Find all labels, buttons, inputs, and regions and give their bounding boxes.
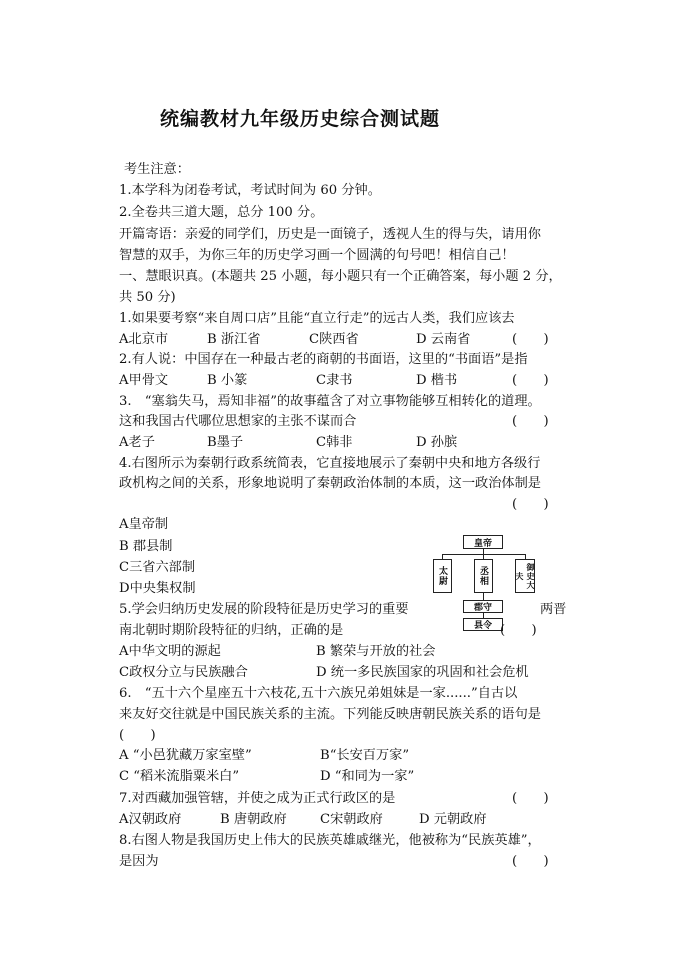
section-heading: 共 50 分) [119, 290, 176, 305]
question-stem: 政机构之间的关系，形象地说明了秦朝政治体制的本质，这一政治体制是 [119, 476, 541, 491]
taiwei-box: 太尉 [433, 559, 452, 593]
option-b: B“长安百万家” [320, 748, 410, 763]
question-stem: 南北朝时期阶段特征的归纳，正确的是 [119, 623, 344, 638]
option-d: D中央集权制 [119, 581, 196, 596]
option-d: D 楷书 [416, 373, 458, 388]
option-a: A老子 [119, 435, 155, 450]
answer-blank: ( ) [512, 497, 549, 512]
question-stem: 这和我国古代哪位思想家的主张不谋而合 [119, 414, 357, 429]
option-b: B墨子 [207, 435, 244, 450]
option-b: B 繁荣与开放的社会 [316, 644, 436, 659]
option-b: B 唐朝政府 [220, 812, 287, 827]
option-c: C政权分立与民族融合 [119, 665, 248, 680]
section-heading: 一、慧眼识真。(本题共 25 小题，每小题只有一个正确答案，每小题 2 分， [119, 269, 562, 284]
option-c: C “稻米流脂粟米白” [119, 769, 240, 784]
question-stem: 是因为 [119, 854, 159, 869]
chengxiang-box: 丞相 [474, 559, 493, 593]
opening-line: 智慧的双手，为你三年的历史学习画一个圆满的句号吧！相信自己！ [119, 248, 515, 263]
notice-line: 2.全卷共三道大题，总分 100 分。 [119, 205, 324, 220]
question-stem: 1.如果要考察“来自周口店”且能“直立行走”的远古人类，我们应该去 [119, 311, 515, 326]
option-b: B 浙江省 [207, 332, 261, 347]
option-d: D 元朝政府 [419, 812, 487, 827]
question-stem: 7.对西藏加强管辖，并使之成为正式行政区的是 [119, 791, 396, 806]
option-a: A甲骨文 [119, 373, 169, 388]
notice-header: 考生注意： [124, 162, 190, 177]
page-title: 统编教材九年级历史综合测试题 [160, 108, 441, 130]
option-c: C宋朝政府 [320, 812, 383, 827]
connector [483, 593, 484, 600]
answer-blank: ( ) [119, 728, 156, 743]
option-a: A “小邑犹藏万家室壁” [119, 748, 252, 763]
answer-blank: ( ) [512, 373, 549, 388]
option-c: C陕西省 [309, 332, 359, 347]
emperor-box: 皇帝 [463, 535, 503, 549]
junshou-box: 郡守 [463, 600, 503, 613]
answer-blank: ( ) [512, 414, 549, 429]
option-b: B 小篆 [207, 373, 248, 388]
qin-admin-diagram [428, 535, 540, 635]
option-b: B 郡县制 [119, 539, 173, 554]
option-a: A汉朝政府 [119, 812, 182, 827]
answer-blank: ( ) [512, 854, 549, 869]
question-stem: 4.右图所示为秦朝行政系统简表，它直接地展示了秦朝中央和地方各级行 [119, 456, 541, 471]
option-d: D 云南省 [416, 332, 471, 347]
question-stem: 3. “塞翁失马，焉知非福”的故事蕴含了对立事物能够互相转化的道理。 [119, 394, 541, 409]
option-d: D 孙膑 [416, 435, 458, 450]
option-a: A皇帝制 [119, 517, 169, 532]
yushi-box: 御史大夫 [515, 559, 535, 593]
question-stem: 来友好交往就是中国民族关系的主流。下列能反映唐朝民族关系的语句是 [119, 707, 541, 722]
notice-line: 1.本学科为闭卷考试，考试时间为 60 分钟。 [119, 183, 381, 198]
answer-blank: ( ) [512, 791, 549, 806]
question-stem: 2.有人说：中国存在一种最古老的商朝的书面语，这里的“书面语”是指 [119, 352, 528, 367]
xianling-box: 县令 [463, 618, 503, 631]
opening-line: 开篇寄语：亲爱的同学们，历史是一面镜子，透视人生的得与失，请用你 [119, 227, 541, 242]
question-stem: 8.右图人物是我国历史上伟大的民族英雄戚继光，他被称为“民族英雄”， [119, 833, 541, 848]
option-c: C隶书 [316, 373, 353, 388]
option-a: A北京市 [119, 332, 169, 347]
option-d: D 统一多民族国家的巩固和社会危机 [316, 665, 529, 680]
option-a: A中华文明的源起 [119, 644, 221, 659]
answer-blank: ( ) [512, 332, 549, 347]
question-stem: 6. “五十六个星座五十六枝花,五十六族兄弟姐妹是一家......”自古以 [119, 686, 518, 701]
answer-blank: ( ) [500, 623, 537, 638]
option-c: C韩非 [316, 435, 353, 450]
option-c: C三省六部制 [119, 560, 196, 575]
question-stem: 两晋 [540, 602, 567, 617]
question-stem: 5.学会归纳历史发展的阶段特征是历史学习的重要 [119, 602, 409, 617]
option-d: D “和同为一家” [320, 769, 415, 784]
